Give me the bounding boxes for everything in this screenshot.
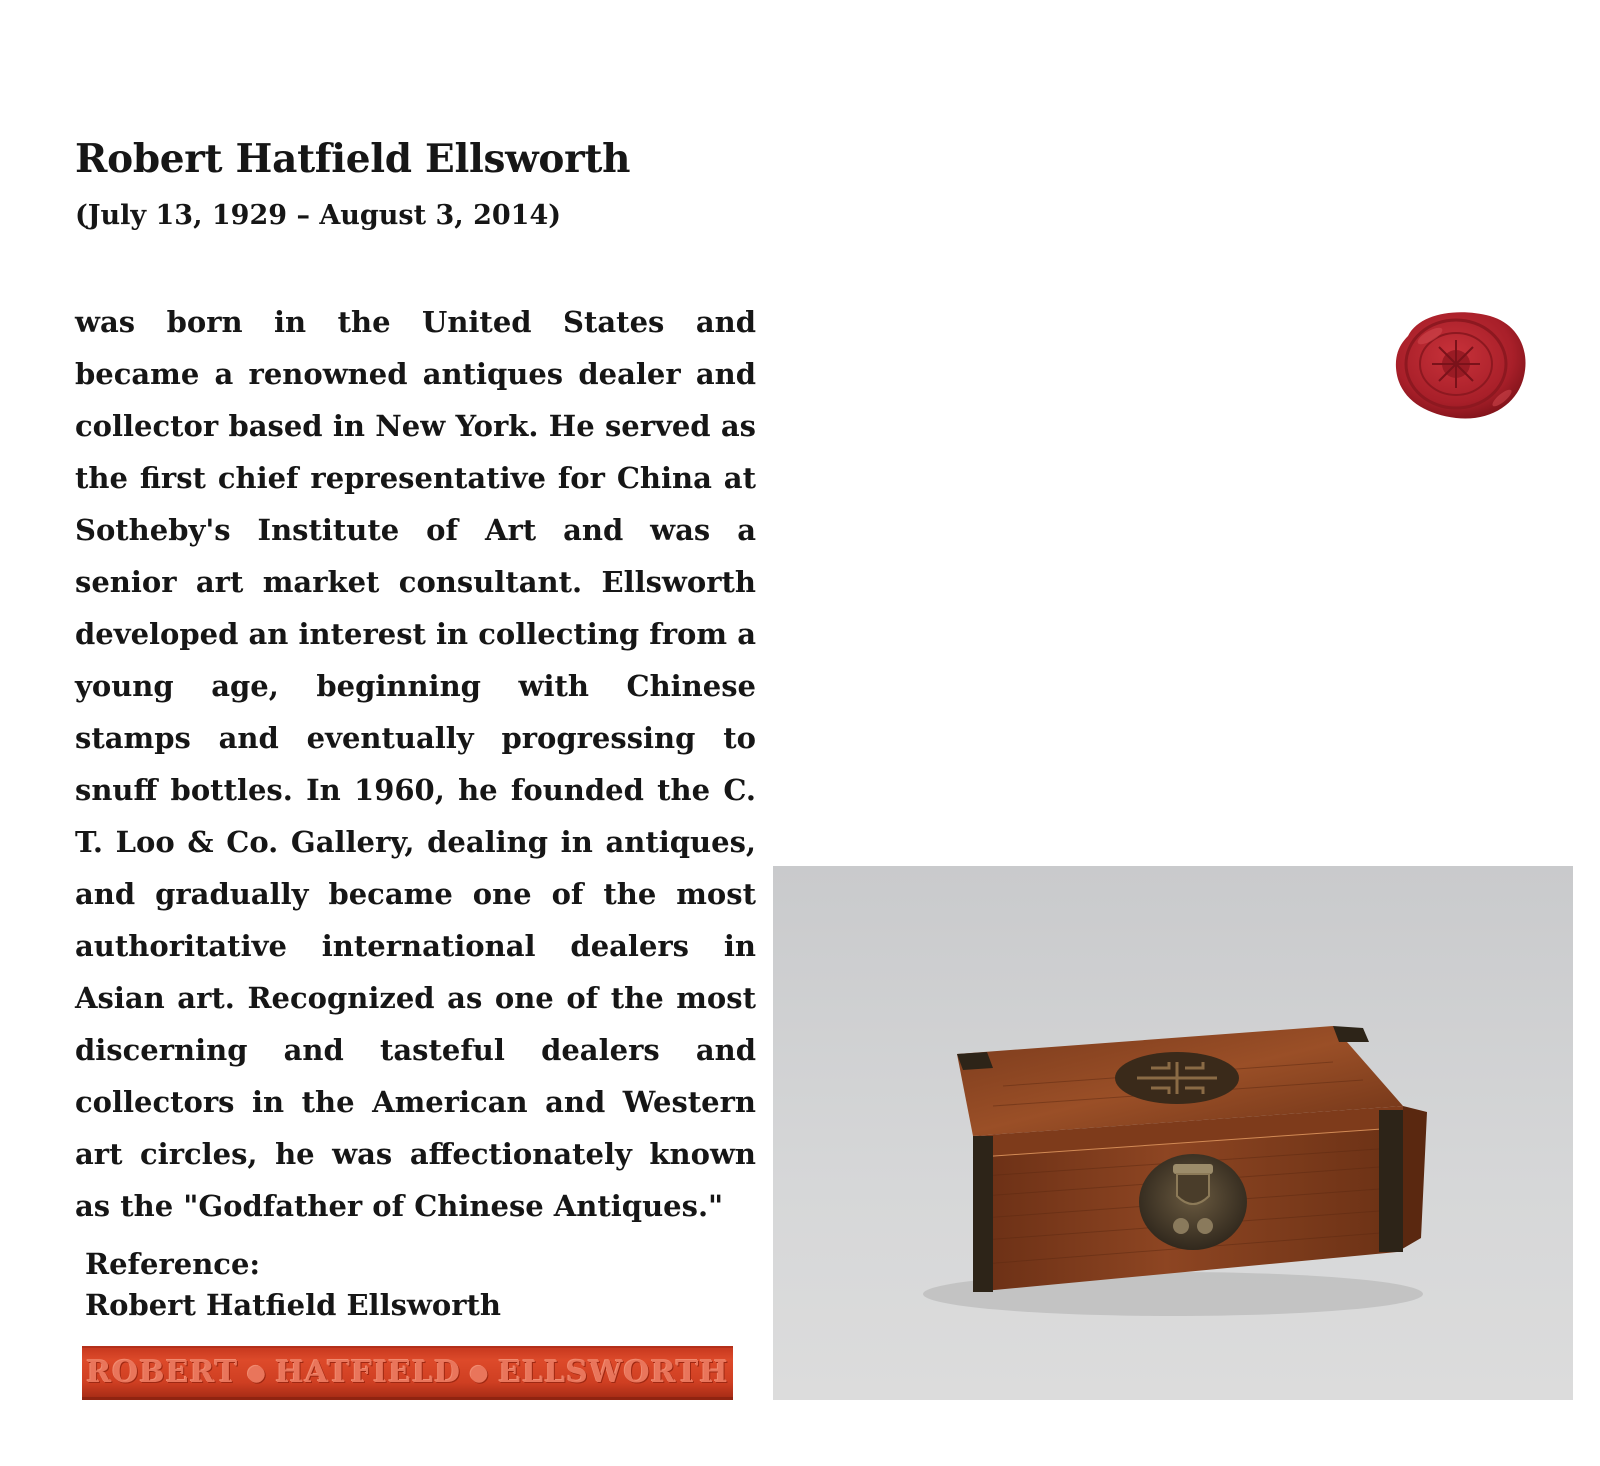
life-dates: (July 13, 1929 – August 3, 2014)	[75, 200, 562, 231]
stamp-word-3: ELLSWORTH	[498, 1355, 729, 1390]
stamp-separator-dot: ●	[469, 1359, 490, 1386]
wax-seal-image	[1390, 306, 1530, 424]
stamp-word-2: HATFIELD	[275, 1355, 461, 1390]
biography-text: was born in the United States and became a renowned antiques dealer and collector based in New York. He served as the first chief representative for China at Sotheby's Institute of Art and was a senior art market consultant. Ellsworth developed an interest in collecting from a young age, beginning with Chinese stamps and eventually progressing to snuff bottles. In 1960, he founded the C. T. Loo & Co. Gallery, dealing in antiques, and gradually became one of the most authoritative international dealers in Asian art. Recognized as one of the most discerning and tasteful dealers and collectors in the American and Western art circles, he was affectionately known as the "Godfather of Chinese Antiques."	[75, 305, 756, 1223]
reference-label: Reference:	[85, 1247, 261, 1281]
stamp-word-1: ROBERT	[86, 1355, 239, 1390]
reference-block	[85, 1244, 501, 1326]
stamp-separator-dot: ●	[246, 1359, 267, 1386]
ellsworth-stamp-strip	[82, 1346, 733, 1400]
page-title: Robert Hatfield Ellsworth	[75, 136, 631, 182]
reference-name: Robert Hatfield Ellsworth	[85, 1288, 501, 1322]
wooden-box-photo	[773, 866, 1573, 1400]
